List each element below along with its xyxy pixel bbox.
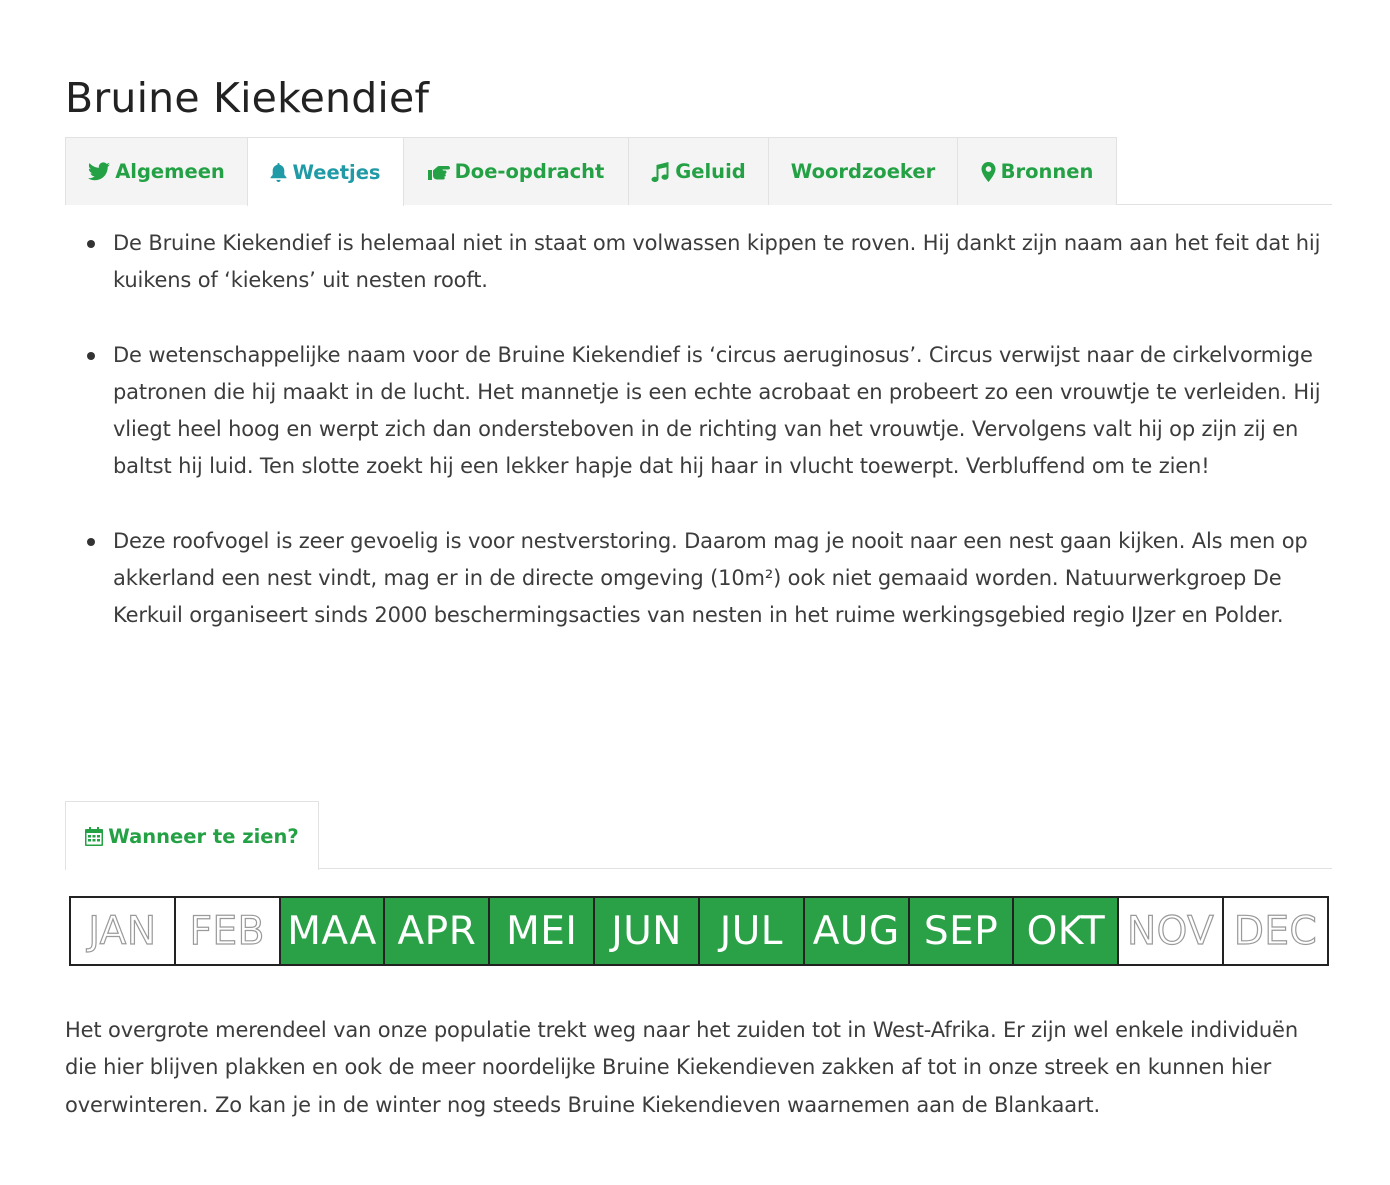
list-item: De wetenschappelijke naam voor de Bruine Kiekendief is ‘circus aeruginosus’. Circus verwijst naar de cirkelvormige patronen die hij maakt in de lucht. Het mannetje is een echte acrobaat en probeert zo een vrouwtje te verleiden. Hij vliegt heel hoog en werpt zich dan ondersteboven in de richting van het vrouwtje. Vervolgens valt hij op zijn zij en baltst hij luid. Ten slotte zoekt hij een lekker hapje dat hij haar in vlucht toewerpt. Verbluffend om te zien! xyxy=(113,337,1332,486)
month-feb: FEB xyxy=(176,898,281,964)
month-nov: NOV xyxy=(1119,898,1224,964)
tab-doe-opdracht[interactable] xyxy=(403,137,629,205)
tab-label: Wanneer te zien? xyxy=(108,824,299,848)
twitter-bird-icon xyxy=(88,162,110,181)
info-tabs xyxy=(65,137,1332,205)
list-item: Deze roofvogel is zeer gevoelig is voor nestverstoring. Daarom mag je nooit naar een nest gaan kijken. Als men op akkerland een nest vindt, mag er in de directe omgeving (10m²) ook niet gemaaid worden. Natuurwerkgroep De Kerkuil organiseert sinds 2000 beschermingsacties van nesten in het ruime werkingsgebied regio IJzer en Polder. xyxy=(113,523,1332,635)
tab-label: Bronnen xyxy=(1000,160,1094,183)
month-jul: JUL xyxy=(700,898,805,964)
tab-geluid[interactable] xyxy=(628,137,769,205)
month-jan: JAN xyxy=(71,898,176,964)
month-sep: SEP xyxy=(910,898,1015,964)
month-dec: DEC xyxy=(1224,898,1327,964)
bell-icon xyxy=(270,163,287,182)
tab-label: Geluid xyxy=(675,160,746,183)
facts-list xyxy=(65,225,1332,672)
tab-label: Woordzoeker xyxy=(790,160,936,183)
month-apr: APR xyxy=(385,898,490,964)
tab-label: Algemeen xyxy=(115,160,225,183)
month-mei: MEI xyxy=(490,898,595,964)
month-maa: MAA xyxy=(281,898,386,964)
calendar-icon xyxy=(85,827,103,846)
hand-pointing-icon xyxy=(428,164,450,180)
tab-algemeen[interactable] xyxy=(65,137,248,205)
month-jun: JUN xyxy=(595,898,700,964)
months-calendar xyxy=(69,896,1329,966)
map-marker-icon xyxy=(981,162,996,182)
tab-bronnen[interactable] xyxy=(957,137,1117,205)
when-tabs xyxy=(65,801,1332,869)
month-okt: OKT xyxy=(1014,898,1119,964)
tab-label: Weetjes xyxy=(292,160,381,184)
tab-woordzoeker[interactable] xyxy=(768,137,958,205)
page-title: Bruine Kiekendief xyxy=(65,74,430,122)
tab-label: Doe-opdracht xyxy=(454,160,605,183)
month-aug: AUG xyxy=(805,898,910,964)
music-note-icon xyxy=(651,162,670,182)
list-item: De Bruine Kiekendief is helemaal niet in staat om volwassen kippen te roven. Hij dankt zijn naam aan het feit dat hij kuikens of ‘kiekens’ uit nesten rooft. xyxy=(113,225,1332,300)
winter-description: Het overgrote merendeel van onze populatie trekt weg naar het zuiden tot in West-Afrika. Er zijn wel enkele individuën die hier blijven plakken en ook de meer noordelijke Bruine Kiekendieven zakken af tot in onze streek en kunnen hier overwinteren. Zo kan je in de winter nog steeds Bruine Kiekendieven waarnemen aan de Blankaart. xyxy=(65,1018,1298,1117)
tab-weetjes[interactable] xyxy=(247,137,404,206)
tab-wanneer-te-zien[interactable] xyxy=(65,801,319,870)
